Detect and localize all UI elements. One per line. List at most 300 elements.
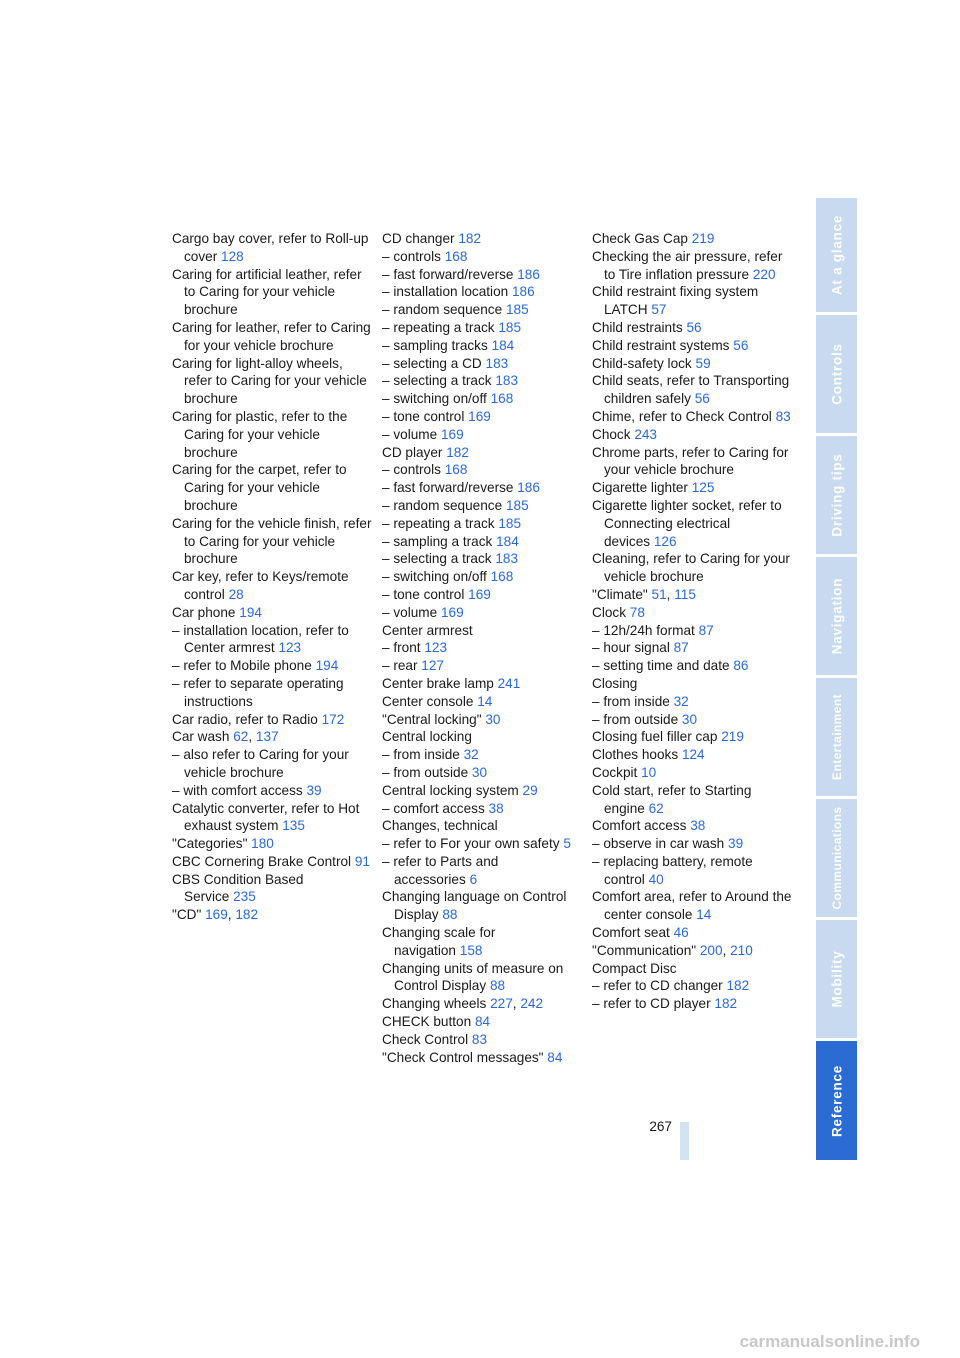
index-term: – from inside	[382, 747, 460, 763]
index-entry	[592, 995, 792, 1013]
index-entry	[592, 977, 792, 995]
page-link[interactable]: 185	[505, 302, 529, 318]
index-entry	[592, 408, 792, 426]
page-link[interactable]: 169	[468, 586, 491, 602]
page-link[interactable]: 87	[673, 640, 689, 656]
section-tab-at-a-glance[interactable]	[816, 198, 857, 312]
page-link[interactable]: 128	[221, 248, 244, 264]
index-term: Caring for the carpet, refer to Caring for your vehicle brochure	[172, 462, 347, 513]
index-term: – controls	[382, 462, 441, 478]
index-term: – replacing battery, remote control	[592, 853, 753, 887]
index-term: – observe in car wash	[592, 836, 725, 852]
index-term: Changing scale for navigation	[382, 925, 496, 958]
index-entry	[172, 266, 372, 319]
index-term: – from outside	[592, 711, 679, 727]
index-entry	[172, 622, 372, 658]
page-link[interactable]: 169	[205, 907, 228, 923]
index-entry	[382, 515, 582, 533]
index-entry	[172, 461, 372, 514]
index-term: – selecting a track	[382, 551, 492, 567]
index-entry	[172, 871, 372, 907]
index-entry	[592, 426, 792, 444]
index-entry	[382, 568, 582, 586]
index-entry	[592, 764, 792, 782]
index-term: Check Gas Cap	[592, 231, 688, 246]
page-link[interactable]: 241	[497, 675, 521, 691]
index-term: – front	[382, 640, 421, 656]
index-entry	[382, 479, 582, 497]
index-entry	[592, 622, 792, 640]
index-term: – comfort access	[382, 800, 485, 816]
index-entry	[592, 657, 792, 675]
page-link[interactable]: 235	[233, 889, 256, 905]
page-link[interactable]: 183	[495, 551, 519, 567]
page-link[interactable]: 220	[752, 266, 776, 282]
index-term: Central locking	[382, 729, 472, 745]
page-link[interactable]: 84	[474, 1014, 491, 1030]
page-link[interactable]: 51	[651, 586, 667, 602]
section-tab-controls[interactable]	[816, 315, 857, 433]
page-link[interactable]: 30	[471, 764, 488, 780]
page-link[interactable]: 186	[511, 284, 535, 300]
page-link[interactable]: 78	[629, 604, 645, 620]
section-tab-communications[interactable]	[816, 799, 857, 917]
index-term: Caring for plastic, refer to the Caring for your vehicle brochure	[172, 408, 348, 460]
index-entry	[382, 497, 582, 515]
index-entry	[382, 711, 582, 729]
index-entry	[592, 337, 792, 355]
index-entry	[592, 888, 792, 924]
index-entry	[382, 693, 582, 711]
page-link[interactable]: 83	[471, 1031, 488, 1047]
page-link[interactable]: 183	[495, 373, 519, 389]
index-term: Compact Disc	[592, 960, 677, 976]
index-term: CBC Cornering Brake Control	[172, 853, 352, 869]
page-link[interactable]: 137	[255, 729, 279, 745]
page-link[interactable]: 210	[730, 942, 753, 958]
index-term: Closing	[592, 675, 638, 691]
index-term: Changing language on Control Display	[382, 889, 567, 923]
index-entry	[382, 639, 582, 657]
section-tabs	[816, 198, 857, 1160]
index-term: Car key, refer to Keys/remote control	[172, 569, 349, 602]
page-number-bar	[680, 1122, 689, 1160]
index-term: Cargo bay cover, refer to Roll-up cover	[172, 231, 369, 264]
index-entry	[172, 800, 372, 836]
index-term: – refer to Mobile phone	[172, 658, 312, 674]
page-link[interactable]: 180	[251, 836, 274, 852]
index-term: Caring for light-alloy wheels, refer to Caring for your vehicle brochure	[172, 355, 367, 407]
index-term: – volume	[382, 426, 438, 442]
page-link[interactable]: 14	[696, 907, 712, 923]
page-link[interactable]: 168	[444, 248, 468, 264]
index-column-3	[592, 230, 792, 1013]
index-term: – refer to For your own safety	[382, 836, 560, 852]
index-entry	[382, 301, 582, 319]
index-term: Central locking system	[382, 782, 519, 798]
index-entry	[382, 817, 582, 835]
page-link[interactable]: 169	[440, 604, 464, 620]
page-link[interactable]: 14	[477, 693, 493, 709]
index-term: Cleaning, refer to Caring for your vehicle brochure	[592, 551, 790, 585]
index-term: – repeating a track	[382, 515, 495, 531]
index-term: – refer to Parts and accessories	[382, 853, 499, 887]
page-link[interactable]: 182	[726, 978, 750, 994]
index-entry	[382, 248, 582, 266]
section-tab-label: Navigation	[829, 577, 844, 655]
index-entry	[382, 1013, 582, 1031]
index-entry	[382, 390, 582, 408]
page-link[interactable]: 38	[690, 818, 706, 834]
page-link[interactable]: 28	[228, 586, 244, 602]
index-term: Car phone	[172, 604, 236, 620]
page-link[interactable]: 185	[498, 319, 522, 335]
index-entry: "Climate" 51, 115	[592, 586, 696, 602]
page-link[interactable]: 183	[485, 355, 509, 371]
index-term: Caring for the vehicle finish, refer to Caring for your vehicle brochure	[172, 515, 372, 567]
index-term: – volume	[382, 604, 438, 620]
index-term: "Categories"	[172, 836, 248, 852]
page-link[interactable]: 186	[517, 266, 540, 282]
section-tab-entertainment[interactable]	[816, 678, 857, 796]
page-link[interactable]: 30	[681, 711, 698, 727]
index-entry	[172, 835, 372, 853]
index-term: – random sequence	[382, 302, 503, 318]
index-entry	[382, 853, 582, 889]
index-term: Child-safety lock	[592, 355, 692, 371]
page-link[interactable]: 56	[733, 337, 749, 353]
index-term: Cigarette lighter socket, refer to Connecting electrical devices	[592, 497, 782, 549]
page-link[interactable]: 184	[496, 533, 519, 549]
index-term: – selecting a CD	[382, 355, 482, 371]
index-column-1	[172, 230, 372, 924]
index-entry	[172, 408, 372, 461]
page-link[interactable]: 127	[421, 658, 444, 674]
page-link[interactable]: 86	[733, 658, 749, 674]
index-entry	[592, 924, 792, 942]
page-link[interactable]: 38	[488, 800, 504, 816]
index-term: Caring for artificial leather, refer to Caring for your vehicle brochure	[172, 266, 362, 318]
section-tab-label: Mobility	[829, 950, 844, 1008]
page-link[interactable]: 59	[695, 355, 711, 371]
index-term: Cigarette lighter	[592, 480, 688, 496]
index-entry	[172, 230, 372, 266]
page-link[interactable]: 39	[306, 782, 322, 798]
page-link[interactable]: 182	[235, 907, 259, 923]
index-entry	[382, 408, 582, 426]
index-entry	[172, 515, 372, 568]
index-term: Child seats, refer to Transporting children safely	[592, 373, 790, 407]
index-entry: "CD" 169, 182	[172, 907, 259, 923]
page-link[interactable]: 10	[641, 764, 657, 780]
index-term: Changing wheels	[382, 996, 487, 1012]
page-link[interactable]: 91	[354, 853, 370, 869]
index-entry	[172, 675, 372, 711]
section-tab-reference[interactable]	[816, 1041, 857, 1160]
index-entry	[172, 711, 372, 729]
index-term: "Check Control messages"	[382, 1049, 544, 1065]
index-entry	[592, 728, 792, 746]
index-term: Comfort seat	[592, 925, 670, 941]
page-link[interactable]: 185	[505, 497, 529, 513]
page-link[interactable]: 186	[517, 480, 540, 496]
index-term: Child restraint systems	[592, 337, 730, 353]
watermark: carmanualsonline.info	[739, 1332, 920, 1351]
index-entry	[382, 1049, 582, 1067]
page-number: 267	[649, 1119, 672, 1134]
index-entry	[382, 835, 582, 853]
index-term: – controls	[382, 248, 441, 264]
page-link[interactable]: 56	[694, 391, 710, 407]
index-entry	[382, 604, 582, 622]
index-entry	[382, 924, 582, 960]
index-entry	[592, 479, 792, 497]
index-term: Check Control	[382, 1031, 469, 1047]
index-term: Child restraint fixing system LATCH	[592, 284, 759, 318]
index-term: Clothes hooks	[592, 747, 679, 763]
index-entry	[592, 444, 792, 480]
index-column-2	[382, 230, 582, 1066]
index-term: Chock	[592, 426, 631, 442]
index-entry	[172, 568, 372, 604]
page-link[interactable]: 56	[686, 319, 702, 335]
section-tab-label: Controls	[829, 343, 844, 405]
index-entry	[382, 657, 582, 675]
index-term: "Communication"	[592, 942, 697, 958]
page-link[interactable]: 182	[458, 231, 482, 246]
section-tab-navigation[interactable]	[816, 557, 857, 675]
page-link[interactable]: 158	[459, 942, 483, 958]
page-link[interactable]: 32	[673, 693, 689, 709]
index-term: CD changer	[382, 231, 455, 246]
page-link[interactable]: 182	[446, 444, 469, 460]
index-entry	[382, 444, 582, 462]
page-link[interactable]: 194	[239, 604, 262, 620]
index-term: – fast forward/reverse	[382, 266, 514, 282]
index-entry	[382, 355, 582, 373]
page-link[interactable]: 125	[691, 480, 715, 496]
index-entry	[382, 426, 582, 444]
index-entry	[592, 960, 792, 978]
page-link[interactable]: 219	[721, 729, 744, 745]
index-entry	[592, 853, 792, 889]
page-link[interactable]: 29	[522, 782, 538, 798]
page-link[interactable]: 124	[681, 747, 705, 763]
index-entry	[382, 550, 582, 568]
index-term: Center console	[382, 693, 474, 709]
index-entry	[382, 230, 582, 248]
page-link[interactable]: 169	[440, 426, 464, 442]
index-entry	[592, 248, 792, 284]
page-link[interactable]: 88	[442, 907, 458, 923]
index-term: Center armrest	[382, 622, 473, 638]
index-entry	[382, 746, 582, 764]
index-entry	[172, 746, 372, 782]
index-entry	[592, 675, 792, 693]
index-term: – 12h/24h format	[592, 622, 695, 638]
section-tab-driving-tips[interactable]	[816, 436, 857, 554]
index-term: Cold start, refer to Starting engine	[592, 782, 752, 816]
index-term: Car wash	[172, 729, 230, 745]
index-entry	[382, 372, 582, 390]
index-term: – setting time and date	[592, 658, 730, 674]
page-link[interactable]: 172	[321, 711, 345, 727]
index-entry: Car wash 62, 137	[172, 729, 279, 745]
index-term: Center brake lamp	[382, 675, 494, 691]
index-entry	[172, 657, 372, 675]
page-link[interactable]: 46	[673, 925, 689, 941]
page-link[interactable]: 123	[424, 640, 448, 656]
index-term: Chime, refer to Check Control	[592, 408, 772, 424]
section-tab-label: Communications	[829, 806, 844, 910]
page-link[interactable]: 30	[485, 711, 501, 727]
index-term: Chrome parts, refer to Caring for your vehicle brochure	[592, 444, 789, 478]
index-term: – hour signal	[592, 640, 670, 656]
page-link[interactable]: 88	[489, 978, 506, 994]
index-term: Checking the air pressure, refer to Tire inflation pressure	[592, 248, 783, 282]
section-tab-label: Driving tips	[829, 453, 844, 537]
page-link[interactable]: 39	[728, 836, 744, 852]
index-entry	[172, 319, 372, 355]
page-link[interactable]: 40	[648, 871, 664, 887]
page-link[interactable]: 219	[691, 231, 715, 246]
index-entry	[592, 283, 792, 319]
page-link[interactable]: 57	[651, 302, 667, 318]
index-entry	[382, 586, 582, 604]
page-link[interactable]: 168	[490, 391, 514, 407]
index-term: – switching on/off	[382, 391, 487, 407]
index-term: – installation location, refer to Center armrest	[172, 622, 349, 656]
page-link[interactable]: 83	[775, 408, 791, 424]
page-link[interactable]: 135	[282, 818, 305, 834]
index-term: CD player	[382, 444, 443, 460]
index-entry	[592, 817, 792, 835]
page-link[interactable]: 169	[468, 408, 491, 424]
index-term: – fast forward/reverse	[382, 480, 514, 496]
page-link[interactable]: 185	[498, 515, 522, 531]
page-link[interactable]: 182	[714, 996, 738, 1012]
index-term: – with comfort access	[172, 782, 303, 798]
index-entry	[382, 461, 582, 479]
index-entry: Changing wheels 227, 242	[382, 996, 544, 1012]
index-term: Comfort area, refer to Around the center console	[592, 889, 792, 923]
index-entry	[592, 230, 792, 248]
index-entry	[592, 355, 792, 373]
index-entry	[172, 604, 372, 622]
index-entry	[382, 675, 582, 693]
section-tab-mobility[interactable]	[816, 920, 857, 1038]
index-term: Comfort access	[592, 818, 687, 834]
page-link[interactable]: 6	[469, 871, 478, 887]
index-term: – from inside	[592, 693, 670, 709]
index-entry	[382, 960, 582, 996]
page-link[interactable]: 115	[674, 586, 696, 602]
page-link[interactable]: 194	[315, 658, 339, 674]
page-link[interactable]: 227	[490, 996, 513, 1012]
index-entry	[382, 266, 582, 284]
page-link[interactable]: 123	[278, 640, 302, 656]
index-entry	[592, 550, 792, 586]
page-link[interactable]: 126	[653, 533, 677, 549]
index-entry	[382, 319, 582, 337]
index-term: – also refer to Caring for your vehicle brochure	[172, 747, 349, 780]
index-entry	[382, 1031, 582, 1049]
index-entry	[382, 728, 582, 746]
section-tab-label: Entertainment	[829, 694, 844, 780]
index-entry	[382, 782, 582, 800]
index-term: Clock	[592, 604, 626, 620]
index-entry	[592, 711, 792, 729]
index-term: – refer to separate operating instructions	[172, 675, 344, 709]
page-link[interactable]: 62	[648, 800, 664, 816]
index-term: Car radio, refer to Radio	[172, 711, 318, 727]
index-entry	[592, 835, 792, 853]
page-link[interactable]: 200	[699, 942, 723, 958]
index-term: – installation location	[382, 284, 509, 300]
index-term: Child restraints	[592, 319, 683, 335]
index-term: – random sequence	[382, 497, 503, 513]
index-entry	[592, 319, 792, 337]
index-entry	[382, 283, 582, 301]
index-entry	[382, 888, 582, 924]
page-link[interactable]: 168	[444, 462, 468, 478]
index-term: – repeating a track	[382, 319, 495, 335]
index-term: – switching on/off	[382, 569, 487, 585]
index-entry	[172, 782, 372, 800]
page-link[interactable]: 32	[463, 747, 479, 763]
index-entry	[172, 853, 372, 871]
index-term: Changes, technical	[382, 818, 498, 834]
index-entry	[382, 622, 582, 640]
index-term: – rear	[382, 658, 418, 674]
index-term: Cockpit	[592, 764, 638, 780]
page-link[interactable]: 87	[698, 622, 714, 638]
section-tab-label: At a glance	[829, 214, 844, 296]
index-entry	[382, 764, 582, 782]
page-link[interactable]: 5	[563, 836, 571, 852]
page-link[interactable]: 84	[547, 1049, 563, 1065]
index-term: "Central locking"	[382, 711, 482, 727]
index-term: CBS Condition Based Service	[172, 871, 304, 905]
index-term: – sampling tracks	[382, 337, 488, 353]
index-term: Changing units of measure on Control Display	[382, 960, 564, 994]
index-entry	[382, 533, 582, 551]
index-entry	[172, 355, 372, 408]
page-link[interactable]: 168	[490, 569, 514, 585]
index-term: "CD"	[172, 907, 202, 923]
section-tab-label: Reference	[829, 1064, 844, 1137]
page-link[interactable]: 243	[634, 426, 657, 442]
index-entry	[592, 782, 792, 818]
index-term: – from outside	[382, 764, 469, 780]
index-term: CHECK button	[382, 1014, 472, 1030]
index-entry: "Communication" 200, 210	[592, 942, 753, 958]
page-link[interactable]: 242	[520, 996, 544, 1012]
index-term: "Climate"	[592, 586, 648, 602]
index-entry	[592, 604, 792, 622]
index-term: Closing fuel filler cap	[592, 729, 718, 745]
page-link[interactable]: 184	[491, 337, 515, 353]
index-entry	[592, 693, 792, 711]
index-entry	[592, 639, 792, 657]
index-term: – refer to CD player	[592, 996, 711, 1012]
index-term: Caring for leather, refer to Caring for your vehicle brochure	[172, 319, 371, 353]
index-term: – sampling a track	[382, 533, 493, 549]
index-term: – selecting a track	[382, 373, 492, 389]
index-entry	[382, 337, 582, 355]
page-link[interactable]: 62	[233, 729, 249, 745]
index-term: – tone control	[382, 408, 465, 424]
